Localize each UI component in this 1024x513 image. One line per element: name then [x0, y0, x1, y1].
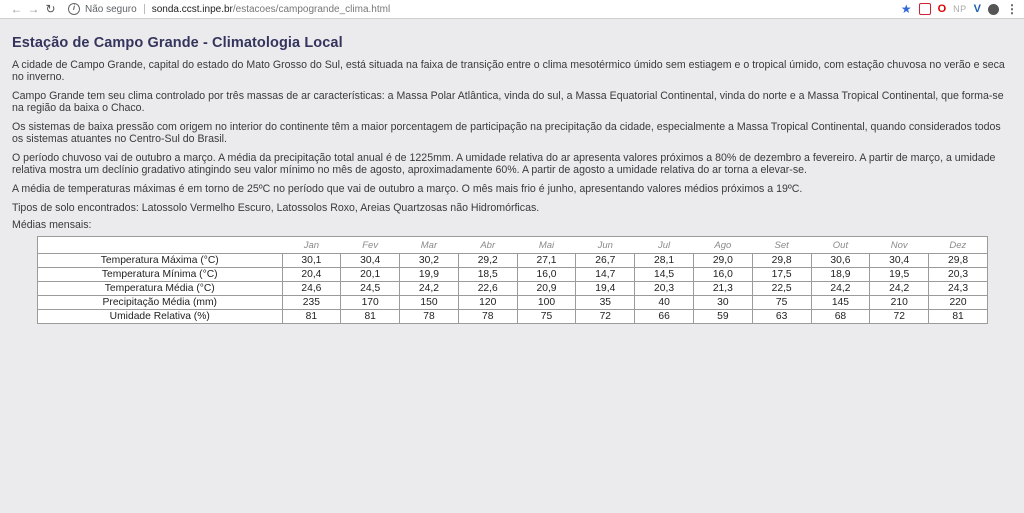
table-cell: 16,0 [517, 268, 576, 282]
table-cell: 150 [400, 296, 459, 310]
extensions-area [901, 0, 1018, 18]
table-row-min-temp [38, 268, 988, 282]
table-cell: 75 [752, 296, 811, 310]
table-cell: 17,5 [752, 268, 811, 282]
profile-avatar-icon[interactable] [988, 4, 999, 15]
table-cell: 19,9 [400, 268, 459, 282]
month-header: Dez [929, 237, 988, 254]
table-cell: 59 [693, 310, 752, 324]
table-cell: 24,3 [929, 282, 988, 296]
table-cell: 20,3 [929, 268, 988, 282]
table-cell: 20,9 [517, 282, 576, 296]
table-cell: 75 [517, 310, 576, 324]
table-cell: 24,2 [400, 282, 459, 296]
shield-extension-icon[interactable] [919, 3, 931, 15]
paragraph-intro: A cidade de Campo Grande, capital do estado do Mato Grosso do Sul, está situada na faixa de transição entre o clima mesotérmico úmido sem estiagem e o tropical úmido, com estação chuvosa no verão e seca no inverno. [12, 59, 1005, 83]
table-cell: 27,1 [517, 254, 576, 268]
table-header-row [38, 237, 988, 254]
table-cell: 22,5 [752, 282, 811, 296]
climate-table [37, 236, 988, 324]
table-cell: 40 [635, 296, 694, 310]
month-header: Mai [517, 237, 576, 254]
table-cell: 235 [282, 296, 341, 310]
table-cell: 81 [282, 310, 341, 324]
table-cell: 18,5 [458, 268, 517, 282]
table-row-mean-temp [38, 282, 988, 296]
table-cell: 30,4 [341, 254, 400, 268]
row-label: Temperatura Mínima (°C) [38, 268, 283, 282]
month-header: Set [752, 237, 811, 254]
table-cell: 30,4 [870, 254, 929, 268]
table-cell: 14,5 [635, 268, 694, 282]
nav-buttons [0, 1, 59, 17]
month-header: Out [811, 237, 870, 254]
np-extension-icon[interactable]: NP [953, 4, 967, 14]
table-row-humidity [38, 310, 988, 324]
table-cell: 72 [870, 310, 929, 324]
table-cell: 28,1 [635, 254, 694, 268]
table-cell: 22,6 [458, 282, 517, 296]
month-header: Abr [458, 237, 517, 254]
table-cell: 20,4 [282, 268, 341, 282]
table-row-precipitation [38, 296, 988, 310]
security-label[interactable]: Não seguro [85, 3, 137, 15]
table-cell: 35 [576, 296, 635, 310]
table-cell: 24,2 [811, 282, 870, 296]
paragraph-low-pressure: Os sistemas de baixa pressão com origem no interior do continente têm a maior porcentagem de participação na precipitação da cidade, especialmente a Massa Tropical Continental, quando considerados todos os sistemas atuantes no Centro-Sul do Brasil. [12, 121, 1001, 145]
opera-extension-icon[interactable]: O [937, 3, 947, 15]
paragraph-air-masses: Campo Grande tem seu clima controlado por três massas de ar características: a Massa Polar Atlântica, vinda do sul, a Massa Equatorial Continental, vinda do norte e a Massa Tropical Continental, que forma-se na região da baixa o Chaco. [12, 90, 1004, 114]
reload-icon[interactable]: ↻ [45, 2, 56, 16]
table-cell: 81 [341, 310, 400, 324]
month-header: Jun [576, 237, 635, 254]
table-cell: 21,3 [693, 282, 752, 296]
row-label: Precipitação Média (mm) [38, 296, 283, 310]
table-cell: 78 [458, 310, 517, 324]
table-cell: 78 [400, 310, 459, 324]
bookmark-star-icon[interactable]: ★ [900, 2, 912, 16]
row-label: Umidade Relativa (%) [38, 310, 283, 324]
table-cell: 100 [517, 296, 576, 310]
table-cell: 30 [693, 296, 752, 310]
table-cell: 14,7 [576, 268, 635, 282]
url-host[interactable]: sonda.ccst.inpe.br [151, 3, 233, 15]
table-cell: 220 [929, 296, 988, 310]
row-label: Temperatura Máxima (°C) [38, 254, 283, 268]
table-cell: 30,6 [811, 254, 870, 268]
month-header: Fev [341, 237, 400, 254]
table-cell: 24,6 [282, 282, 341, 296]
table-cell: 24,5 [341, 282, 400, 296]
header-blank [38, 237, 283, 254]
v-extension-icon[interactable]: V [973, 3, 981, 15]
paragraph-soil-types: Tipos de solo encontrados: Latossolo Vermelho Escuro, Latossolos Roxo, Areias Quartzosas não Hidromórficas. [12, 202, 540, 214]
table-cell: 19,4 [576, 282, 635, 296]
table-cell: 18,9 [811, 268, 870, 282]
month-header: Nov [870, 237, 929, 254]
table-cell: 29,8 [752, 254, 811, 268]
month-header: Jul [635, 237, 694, 254]
table-cell: 20,3 [635, 282, 694, 296]
table-cell: 145 [811, 296, 870, 310]
table-cell: 63 [752, 310, 811, 324]
divider [144, 4, 145, 14]
page-content [0, 35, 1024, 324]
forward-arrow-icon[interactable]: → [27, 2, 40, 16]
table-cell: 30,1 [282, 254, 341, 268]
table-cell: 19,5 [870, 268, 929, 282]
table-cell: 29,0 [693, 254, 752, 268]
table-cell: 170 [341, 296, 400, 310]
table-cell: 72 [576, 310, 635, 324]
table-cell: 29,8 [929, 254, 988, 268]
table-cell: 210 [870, 296, 929, 310]
row-label: Temperatura Média (°C) [38, 282, 283, 296]
table-cell: 120 [458, 296, 517, 310]
monthly-averages-label: Médias mensais: [12, 219, 92, 231]
table-cell: 66 [635, 310, 694, 324]
page-title: Estação de Campo Grande - Climatologia Local [12, 35, 343, 51]
table-row-max-temp [38, 254, 988, 268]
table-cell: 26,7 [576, 254, 635, 268]
table-cell: 24,2 [870, 282, 929, 296]
month-header: Jan [282, 237, 341, 254]
browser-toolbar [0, 0, 1024, 19]
table-cell: 16,0 [693, 268, 752, 282]
table-cell: 30,2 [400, 254, 459, 268]
paragraph-temperatures: A média de temperaturas máximas é em torno de 25ºC no período que vai de outubro a março. O mês mais frio é junho, apresentando valores médios próximos a 19ºC. [12, 183, 803, 195]
kebab-menu-icon[interactable]: ⋮ [1006, 2, 1018, 16]
month-header: Ago [693, 237, 752, 254]
month-header: Mar [400, 237, 459, 254]
address-bar[interactable] [68, 1, 390, 17]
info-icon[interactable]: i [68, 3, 80, 15]
table-cell: 20,1 [341, 268, 400, 282]
back-arrow-icon[interactable]: ← [10, 2, 23, 16]
paragraph-rainy-season: O período chuvoso vai de outubro a março. A média da precipitação total anual é de 1225mm. A umidade relativa do ar apresenta valores próximos a 80% de dezembro a fevereiro. A partir de março, a umidade relativa mostra um declínio gradativo atingindo seu valor mínimo no mês de agosto, aproximadamente 60%. A partir de agosto a umidade relativa do ar torna a elevar-se. [12, 152, 996, 176]
table-cell: 29,2 [458, 254, 517, 268]
url-path[interactable]: /estacoes/campogrande_clima.html [232, 3, 391, 15]
table-cell: 81 [929, 310, 988, 324]
table-cell: 68 [811, 310, 870, 324]
